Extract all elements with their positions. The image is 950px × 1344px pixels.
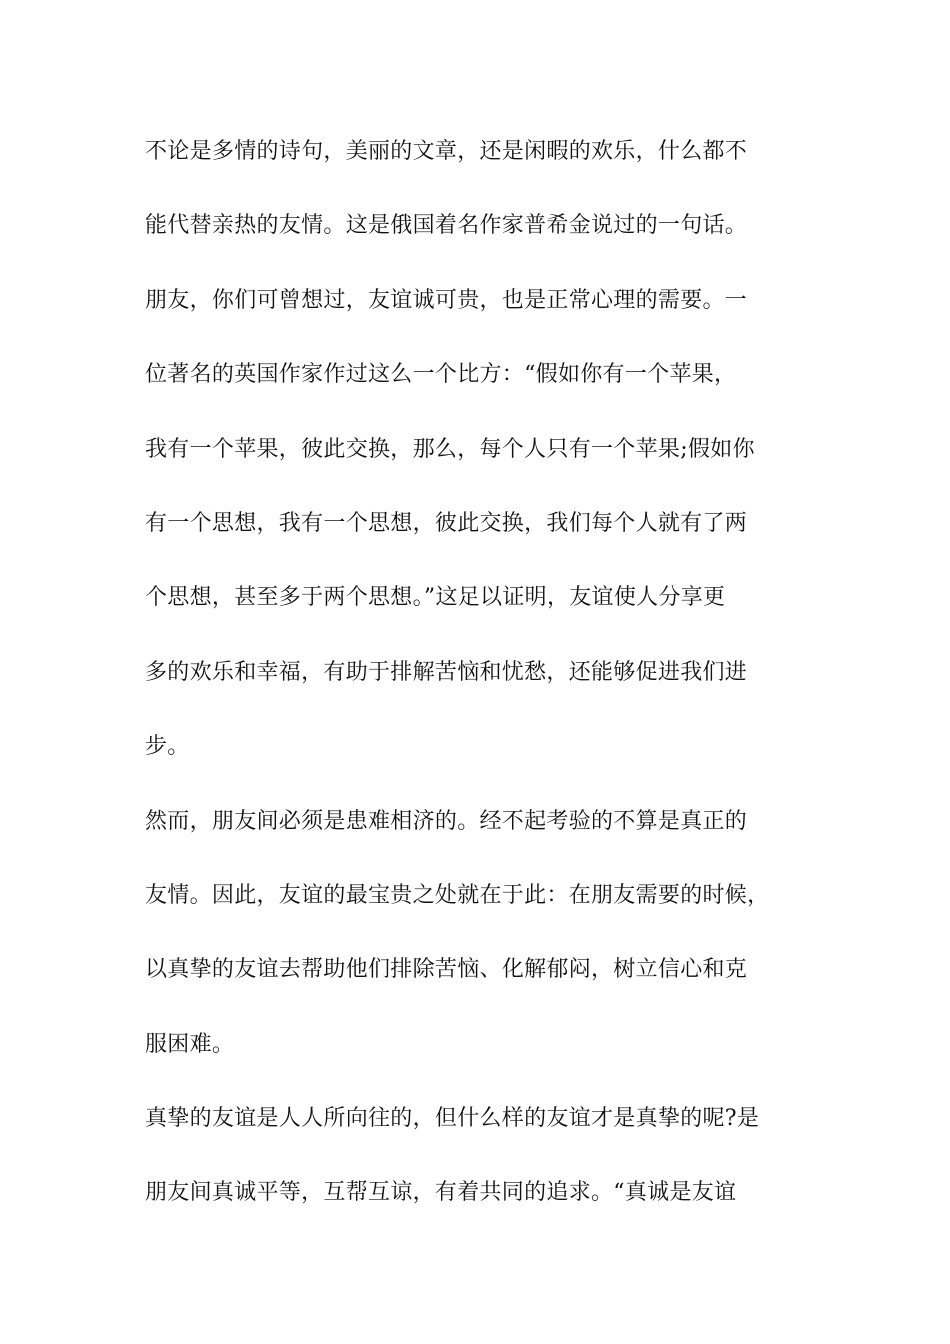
body-text [145, 128, 815, 1244]
text-line-5: 我有一个苹果，彼此交换，那么，每个人只有一个苹果;假如你 [145, 436, 755, 462]
text-line-9: 步。 [145, 734, 190, 760]
text-line-7: 个思想，甚至多于两个思想。”这足以证明，友谊使人分享更 [145, 585, 726, 611]
text-line-6: 有一个思想，我有一个思想，彼此交换，我们每个人就有了两 [145, 510, 748, 536]
text-line-3: 朋友，你们可曾想过，友谊诚可贵，也是正常心理的需要。一 [145, 287, 748, 313]
text-line-4: 位著名的英国作家作过这么一个比方：“假如你有一个苹果， [145, 362, 737, 388]
text-line-11: 友情。因此，友谊的最宝贵之处就在于此：在朋友需要的时候， [145, 882, 770, 908]
text-line-12: 以真挚的友谊去帮助他们排除苦恼、化解郁闷，树立信心和克 [145, 957, 748, 983]
text-line-8: 多的欢乐和幸福，有助于排解苦恼和忧愁，还能够促进我们进 [145, 659, 748, 685]
text-line-14: 真挚的友谊是人人所向往的，但什么样的友谊才是真挚的呢?是 [145, 1106, 760, 1132]
text-line-15: 朋友间真诚平等，互帮互谅，有着共同的追求。“真诚是友谊 [145, 1180, 737, 1206]
text-line-13: 服困难。 [145, 1031, 235, 1057]
text-line-10: 然而，朋友间必须是患难相济的。经不起考验的不算是真正的 [145, 808, 748, 834]
text-line-1: 不论是多情的诗句，美丽的文章，还是闲暇的欢乐，什么都不 [145, 139, 748, 164]
text-line-2: 能代替亲热的友情。这是俄国着名作家普希金说过的一句话。 [145, 213, 748, 239]
